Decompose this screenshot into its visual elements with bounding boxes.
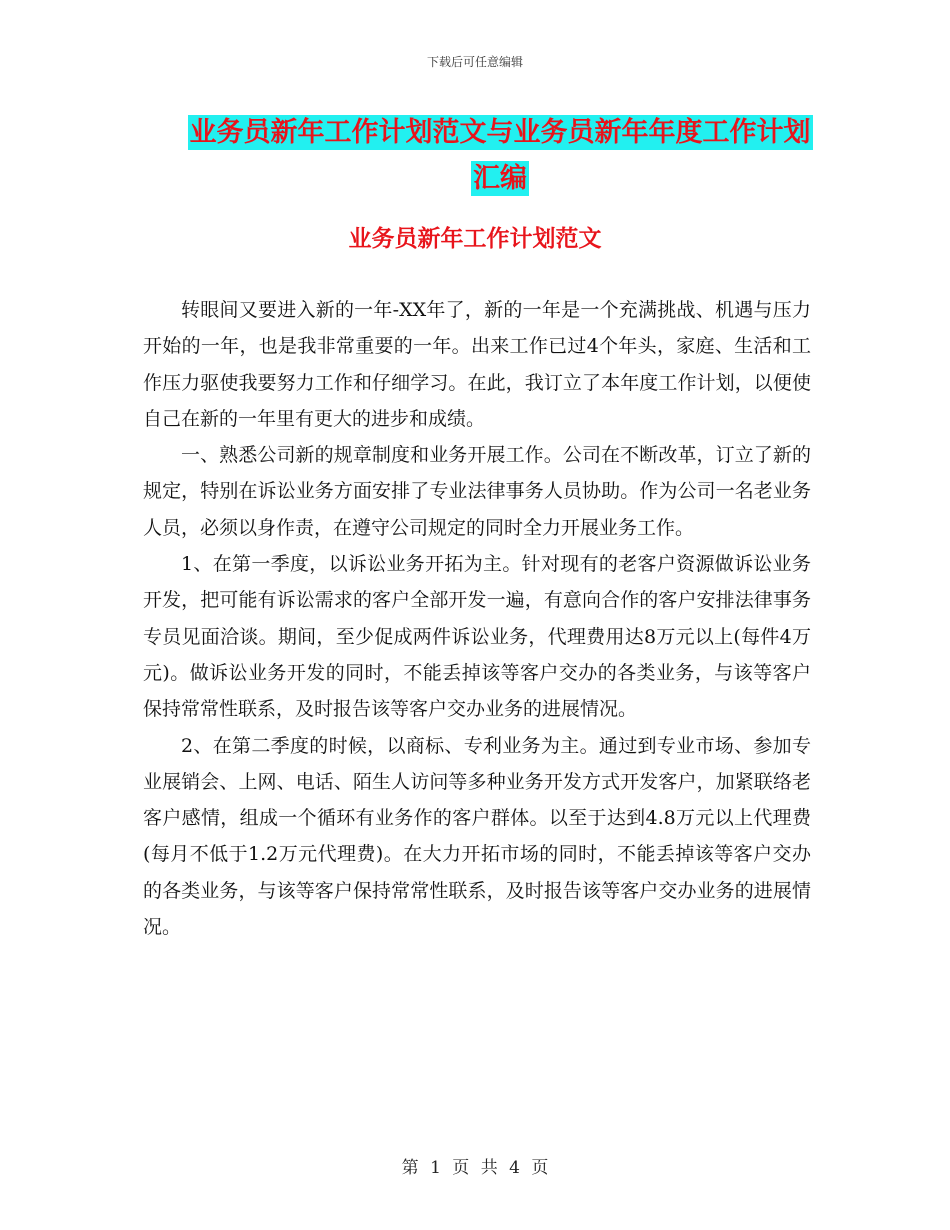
paragraph-section-1: 一、熟悉公司新的规章制度和业务开展工作。公司在不断改革，订立了新的规定，特别在诉讼业务方面安排了专业法律事务人员协助。作为公司一名老业务人员，必须以身作责，在遵守公司规定的同时全力开展业务工作。 — [143, 444, 811, 539]
page-number: 第 1 页 共 4 页 — [401, 1158, 549, 1178]
document-title-line-2: 汇编 — [473, 163, 527, 194]
document-title — [120, 110, 880, 202]
paragraph-q2-plan: 2、在第二季度的时候，以商标、专利业务为主。通过到专业市场、参加专业展销会、上网、电话、陌生人访问等多种业务开发方式开发客户，加紧联络老客户感情，组成一个循环有业务作的客户群体。以至于达到4.8万元以上代理费(每月不低于1.2万元代理费)。在大力开拓市场的同时，不能丢掉该等客户交办的各类业务，与该等客户保持常常性联系，及时报告该等客户交办业务的进展情况。 — [143, 734, 811, 939]
header-note: 下载后可任意编辑 — [426, 55, 523, 69]
section-title: 业务员新年工作计划范文 — [348, 226, 602, 252]
paragraph-q1-plan: 1、在第一季度，以诉讼业务开拓为主。针对现有的老客户资源做诉讼业务开发，把可能有诉讼需求的客户全部开发一遍，有意向合作的客户安排法律事务专员见面洽谈。期间，至少促成两件诉讼业务，代理费用达8万元以上(每件4万元)。做诉讼业务开发的同时，不能丢掉该等客户交办的各类业务，与该等客户保持常常性联系，及时报告该等客户交办业务的进展情况。 — [143, 553, 811, 721]
body-content — [143, 292, 811, 945]
document-title-line-1: 业务员新年工作计划范文与业务员新年年度工作计划 — [189, 117, 811, 148]
paragraph-intro: 转眼间又要进入新的一年-XX年了，新的一年是一个充满挑战、机遇与压力开始的一年，也是我非常重要的一年。出来工作已过4个年头，家庭、生活和工作压力驱使我要努力工作和仔细学习。在此，我订立了本年度工作计划，以便使自己在新的一年里有更大的进步和成绩。 — [143, 299, 811, 430]
